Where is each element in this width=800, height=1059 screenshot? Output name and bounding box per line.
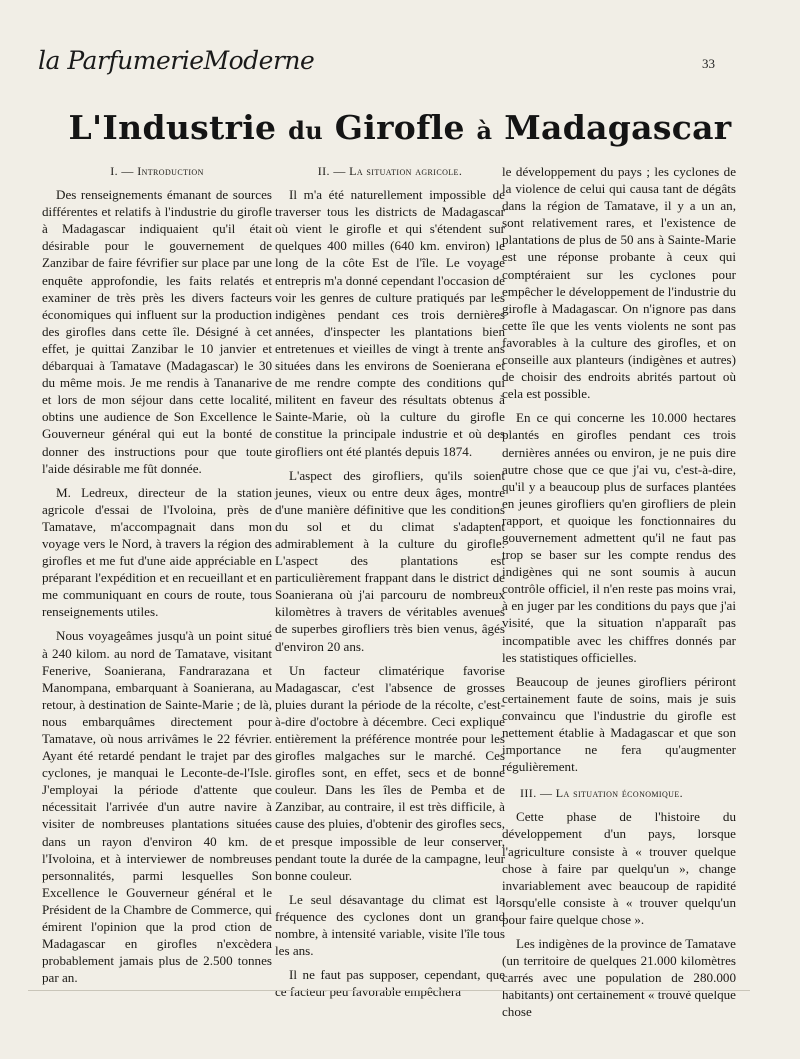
column-1	[42, 163, 272, 993]
paragraph: Un facteur climatérique favorise Madagascar, c'est l'absence de grosses pluies durant la période de la récolte, c'est-à-dire d'octobre à décembre. Ceci explique entièrement la préférence montrée pour les girofles malgaches sur le marché. Ces girofles sont, en effet, secs et de bonne couleur. Dans les îles de Pemba et de Zanzibar, au contraire, il est très difficile, à cause des pluies, d'obtenir des girofles secs, et presque impossible de leur conserver, pendant toute la durée de la campagne, leur bonne couleur.	[275, 662, 505, 883]
paragraph: Il m'a été naturellement impossible de traverser tous les districts de Madagascar où vient le girofle et qui s'étendent sur quelques 400 milles (640 km. environ) le long de la côte Est de l'île. Le voyage entrepris m'a donné cependant l'occasion de voir les genres de culture pratiqués par les indigènes pendant ces trois dernières années, d'inspecter les plantations bien entretenues et vieilles de vingt à trente ans situées dans les environs de Soenierana et de me rendre compte des conditions qui militent en faveur des résultats obtenus à Sainte-Marie, où la culture du girofle constitue la principale industrie et où des girofliers ont été plantés depuis 1874.	[275, 187, 505, 459]
masthead-logo: la ParfumerieModerne	[38, 46, 315, 75]
paragraph: le développement du pays ; les cyclones de la violence de celui qui causa tant de dégâts dans la région de Tamatave, il y a un an, sont relativement rares, et l'existence de plantations de plus de 50 ans à Sainte-Marie est une réponse probante à ceux qui comptéraient sur les cyclones pour empêcher le développement de l'industrie du girofle à Madagascar. On n'ignore pas dans cette île que les vents violents ne sont pas favorables à la culture des girofles, et on conseille aux planteurs (indigènes et autres) de choisir des endroits abrités partout où cela est possible.	[502, 164, 736, 402]
title-word: du	[288, 116, 323, 145]
paragraph: L'aspect des girofliers, qu'ils soient jeunes, vieux ou entre deux âges, montre d'une manière définitive que les conditions du sol et du climat s'adaptent admirablement à la culture du girofle. L'aspect des plantations est particulièrement frappant dans le district de Soanierana où j'ai parcouru de nombreux kilomètres à travers de véritables avenues de superbes girofliers très bien venus, âgés d'environ 20 ans.	[275, 467, 505, 654]
page-divider	[28, 990, 750, 991]
title-word: Girofle	[334, 108, 465, 147]
paragraph: Des renseignements émanant de sources différentes et relatifs à l'industrie du girofle à Madagascar indiquaient qu'il était désirable pour le gouvernement de Zanzibar de faire févrifier sur place par une enquête approfondie, les faits relatés et examiner de très près les divers facteurs économiques qui influent sur la production des girofles dans cette île. Désigné à cet effet, je quittai Zanzibar le 10 janvier et débarquai à Tamatave (Madagascar) le 30 du même mois. Je me rendis à Tananarive et lors de mon séjour dans cette localité, obtins une audience de Son Excellence le Gouverneur général qui eut la bonté de donner des instructions pour que toute l'aide désirable me fût donnée.	[42, 187, 272, 476]
paragraph: Beaucoup de jeunes girofliers périront certainement faute de soins, mais je suis convaincu que l'industrie du girofle est nettement établie à Madagascar et que son importance ne fera qu'augmenter régulièrement.	[502, 673, 736, 775]
paragraph: Cette phase de l'histoire du développement d'un pays, lorsque l'agriculture consiste à « trouver quelque chose à faire par quelqu'un », change invariablement avec beaucoup de rapidité lorsqu'elle consiste à « trouver quelqu'un pour faire quelque chose ».	[502, 809, 736, 927]
title-word: L'Industrie	[68, 108, 277, 147]
paragraph: M. Ledreux, directeur de la station agricole d'essai de l'Ivoloina, près de Tamatave, m'accompagnait dans mon voyage vers le Nord, à travers la région des girofles et me fut d'une aide appréciable en préparant l'expédition et en recueillant et en me communiquant en cours de route, tous renseignements utiles.	[42, 484, 272, 620]
section-heading-economic: III. — La situation économique.	[520, 786, 684, 801]
paragraph: Nous voyageâmes jusqu'à un point situé à 240 kilom. au nord de Tamatave, visitant Fenerive, Soanierana, Fandrarazana et Manompana, embarquant à Soanierana, au retour, à destination de Sainte-Marie ; de là, nous embarquâmes directement pour Tamatave, où nous arrivâmes le 22 février. Ayant été retardé pendant le trajet par des cyclones, je manquai le Leconte-de-l'Isle. J'employai la période d'attente que nécessitait l'arrivée d'un autre navire à visiter de nombreuses plantations situées dans un rayon d'environ 40 km. de l'Ivoloina, et à interviewer de nombreuses personnalités, parmi lesquelles Son Excellence le Gouverneur général et le Président de la Chambre de Commerce, qui émirent l'opinion que la prod ction de Madagascar en girofles n'excèdera probablement jamais plus de 2.500 tonnes par an.	[42, 628, 272, 986]
paragraph: Les indigènes de la province de Tamatave (un territoire de quelques 21.000 kilomètres carrés avec une population de 280.000 habitants) ont certainement « trouvé quelque chose	[502, 936, 736, 1020]
title-word: à	[476, 116, 493, 145]
paragraph: Le seul désavantage du climat est la fréquence des cyclones dont un grand nombre, à intensité variable, visite l'île tous les ans.	[275, 891, 505, 959]
article-title	[0, 108, 800, 147]
section-heading-introduction: I. — Introduction	[110, 164, 204, 178]
paragraph: En ce qui concerne les 10.000 hectares plantés en girofles pendant ces trois dernières années ou environ, je ne puis dire autre chose que ce que j'ai vu, c'est-à-dire, qu'il y a beaucoup plus de surfaces plantées en jeunes girofliers qu'en girofliers de plein rapport, et quoique les fonctionnaires du gouvernement admettent qu'il ne faut pas trop se baser sur les compte rendus des indigènes qui ne sont soumis à aucun contrôle officiel, il n'en reste pas moins vrai, à en juger par les conditions du pays que j'ai visité, que la situation n'apparaît pas incompatible avec les chiffres donnés par les statistiques officielles.	[502, 410, 736, 665]
paragraph: Il ne faut pas supposer, cependant, que ce facteur peu favorable empêchera	[275, 967, 505, 1000]
section-heading-agricultural: II. — La situation agricole.	[317, 164, 463, 178]
column-3	[502, 163, 736, 1028]
page-number: 33	[702, 56, 715, 71]
column-2	[275, 163, 505, 1007]
title-word: Madagascar	[504, 108, 732, 147]
